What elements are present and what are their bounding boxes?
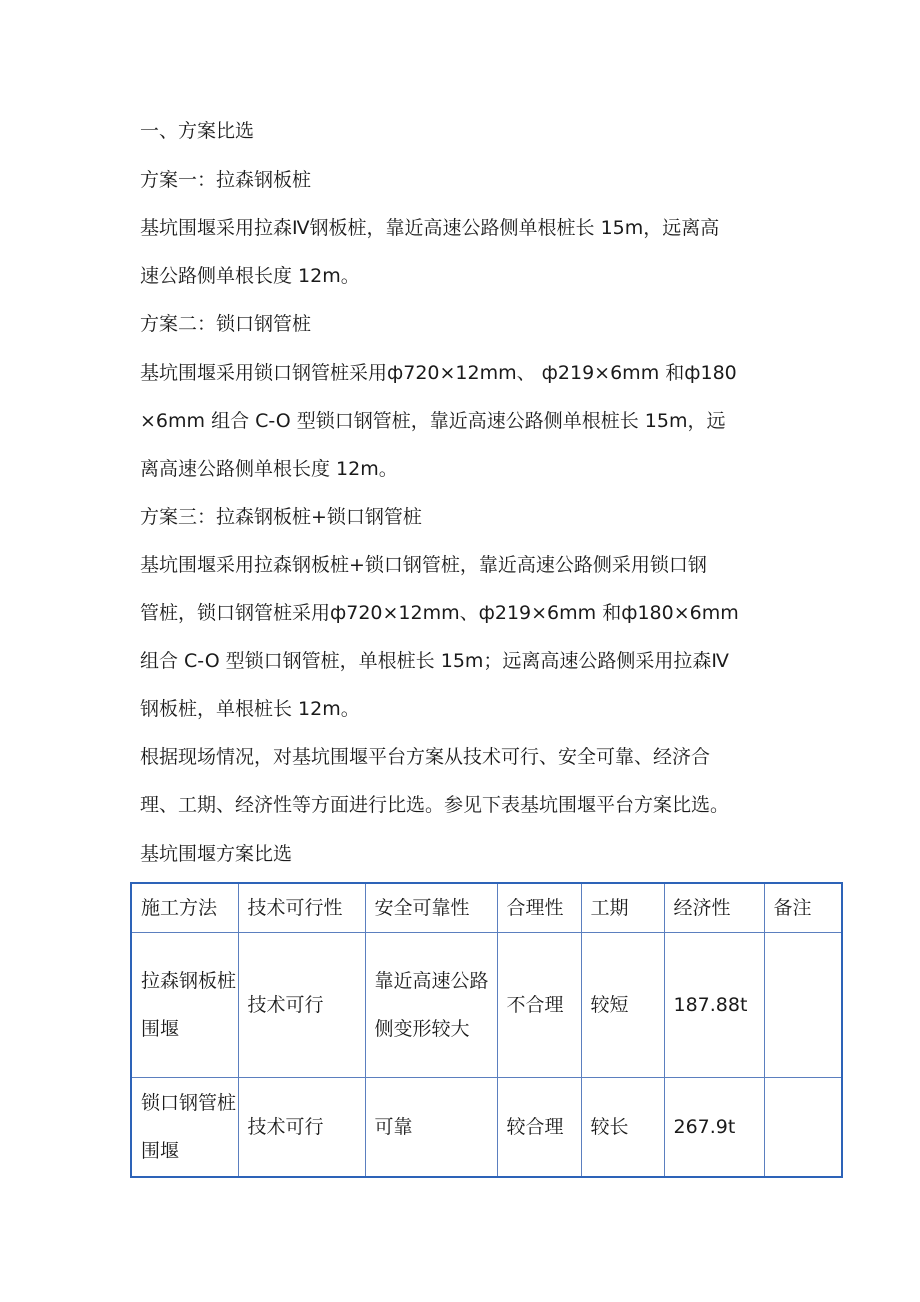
- header-method: 施工方法: [131, 883, 238, 933]
- cell-rationality: 较合理: [497, 1078, 581, 1178]
- scheme3-text-line: 基坑围堰采用拉森钢板桩+锁口钢管桩，靠近高速公路侧采用锁口钢: [140, 554, 707, 576]
- header-remarks: 备注: [764, 883, 842, 933]
- table-row: [131, 1078, 842, 1178]
- scheme3-text-line: 管桩，锁口钢管桩采用ф720×12mm、ф219×6mm 和ф180×6mm: [140, 602, 739, 624]
- header-feasibility: 技术可行性: [238, 883, 365, 933]
- cell-rationality: 不合理: [497, 933, 581, 1078]
- cell-feasibility: 技术可行: [238, 933, 365, 1078]
- scheme3-title: 方案三：拉森钢板桩+锁口钢管桩: [140, 506, 422, 528]
- header-duration: 工期: [581, 883, 664, 933]
- scheme1-title: 方案一：拉森钢板桩: [140, 169, 312, 191]
- summary-text-line: 理、工期、经济性等方面进行比选。参见下表基坑围堰平台方案比选。: [140, 794, 730, 816]
- cell-economy: 187.88t: [664, 933, 764, 1078]
- cell-safety: 靠近高速公路侧变形较大: [365, 933, 497, 1078]
- table-caption: 基坑围堰方案比选: [140, 843, 293, 865]
- cell-economy: 267.9t: [664, 1078, 764, 1178]
- scheme1-text-line: 速公路侧单根长度 12m。: [140, 265, 360, 287]
- scheme2-text-line: 离高速公路侧单根长度 12m。: [140, 458, 398, 480]
- header-economy: 经济性: [664, 883, 764, 933]
- scheme3-text-line: 组合 C-O 型锁口钢管桩，单根桩长 15m；远离高速公路侧采用拉森Ⅳ: [140, 650, 729, 672]
- cell-remarks: [764, 933, 842, 1078]
- cell-remarks: [764, 1078, 842, 1178]
- comparison-table: [130, 882, 843, 1178]
- cell-method: 锁口钢管桩围堰: [131, 1078, 238, 1178]
- cell-duration: 较短: [581, 933, 664, 1078]
- cell-safety: 可靠: [365, 1078, 497, 1178]
- scheme1-text-line: 基坑围堰采用拉森Ⅳ钢板桩，靠近高速公路侧单根桩长 15m，远离高: [140, 217, 720, 239]
- cell-duration: 较长: [581, 1078, 664, 1178]
- cell-feasibility: 技术可行: [238, 1078, 365, 1178]
- scheme3-text-line: 钢板桩，单根桩长 12m。: [140, 698, 360, 720]
- header-safety: 安全可靠性: [365, 883, 497, 933]
- table-row: [131, 933, 842, 1078]
- scheme2-text-line: 基坑围堰采用锁口钢管桩采用ф720×12mm、 ф219×6mm 和ф180: [140, 362, 737, 384]
- cell-method: 拉森钢板桩围堰: [131, 933, 238, 1078]
- summary-text-line: 根据现场情况，对基坑围堰平台方案从技术可行、安全可靠、经济合: [140, 746, 711, 768]
- section-heading: 一、方案比选: [140, 120, 255, 142]
- scheme2-title: 方案二：锁口钢管桩: [140, 313, 312, 335]
- table-header-row: [131, 883, 842, 933]
- header-rationality: 合理性: [497, 883, 581, 933]
- scheme2-text-line: ×6mm 组合 C-O 型锁口钢管桩，靠近高速公路侧单根桩长 15m，远: [140, 410, 726, 432]
